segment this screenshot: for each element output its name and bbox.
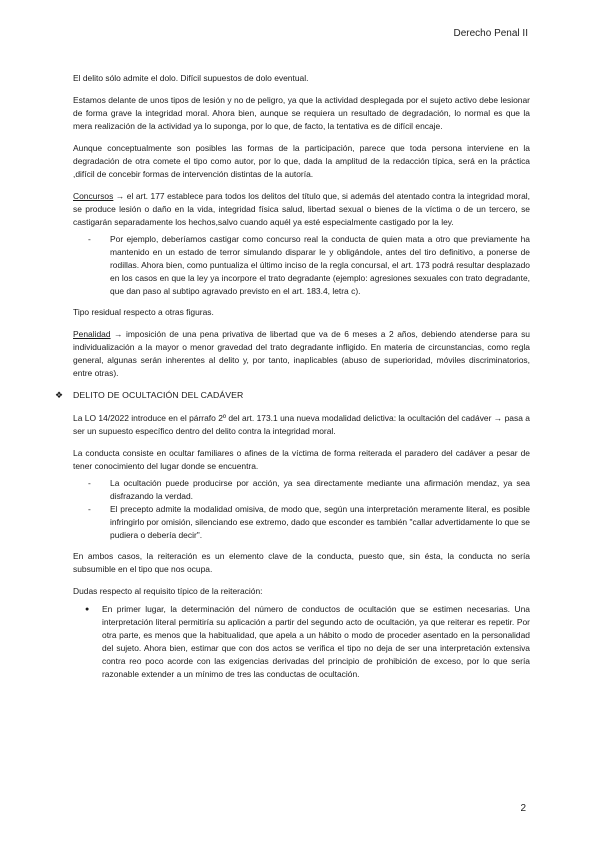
dash-list: [73, 477, 530, 542]
paragraph-penalidad: [73, 328, 530, 380]
section-title: DELITO DE OCULTACIÓN DEL CADÁVER: [73, 390, 244, 400]
list-item: - La ocultación puede producirse por acción, ya sea directamente mediante una afirmación mendaz, ya sea disfrazando la verdad.: [110, 477, 530, 503]
page-number: 2: [520, 803, 526, 814]
list-item: - El precepto admite la modalidad omisiva, de modo que, según una interpretación meramente literal, es posible infringirlo por omisión, silenciando ese extremo, dado que esconder es también "callar advertidamente lo que se pudiera o debería decir".: [110, 503, 530, 542]
dot-list: [73, 603, 530, 681]
section-heading: [55, 389, 530, 402]
paragraph: Aunque conceptualmente son posibles las formas de la participación, parece que toda persona interviene en la degradación de otra comete el tipo como autor, por lo que, dada la amplitud de la redacción típica, será en la práctica ,difícil de concebir formas de intervención distintas de la autoría.: [73, 143, 530, 179]
term-penalidad: Penalidad: [73, 329, 111, 339]
paragraph-text: → imposición de una pena privativa de libertad que va de 6 meses a 2 años, debiendo atenderse para su individualización a la mayor o menor gravedad del trato degradante infligido. En materia de circunstancias, como regla general, algunas serán inherentes al delito y, por tanto, inaplicables (abuso de superioridad, móviles discriminatorios, entre otras).: [73, 329, 530, 378]
paragraph: Estamos delante de unos tipos de lesión y no de peligro, ya que la actividad desplegada por el sujeto activo debe lesionar de forma grave la integridad moral. Ahora bien, aunque se requiera un resultado de degradación, lo normal es que la mera realización de la actividad ya lo suponga, por lo que, de facto, la tentativa es de difícil encaje.: [73, 95, 530, 131]
paragraph-text: → el art. 177 establece para todos los delitos del título que, si además del atentado contra la integridad moral, se produce lesión o daño en la vida, integridad física salud, libertad sexual o bienes de la víctima o de un tercero, se castigarán separadamente los hechos,salvo cuando aquél ya esté especialmente castigado por la ley.: [73, 191, 530, 227]
term-concursos: Concursos: [73, 191, 114, 201]
paragraph: El delito sólo admite el dolo. Difícil supuestos de dolo eventual.: [73, 73, 309, 83]
paragraph: La LO 14/2022 introduce en el párrafo 2º del art. 173.1 una nueva modalidad delictiva: la ocultación del cadáver → pasa a ser un supuesto específico dentro del delito contra la integridad moral.: [73, 413, 530, 436]
page-content: [55, 72, 530, 681]
paragraph: La conducta consiste en ocultar familiares o afines de la víctima de forma reiterada el paradero del cadáver a pesar de tener conocimiento del lugar donde se encuentra.: [73, 448, 530, 471]
list-item: ● En primer lugar, la determinación del número de conductos de ocultación que se estimen necesarias. Una interpretación literal permitiría su aplicación a partir del segundo acto de ocultación, ya que reiterar es repetir. Por otra parte, es menos que la habitualidad, que apela a un hábito o modo de proceder asentado en la personalidad del sujeto. Ahora bien, estimar que con dos actos se verifica el tipo no deja de ser una interpretación extensiva contra reo poco acorde con las exigencias derivadas del principio de prohibición de exceso, por lo que sería razonable extender a un mínimo de tres las conductas de ocultación.: [102, 603, 530, 681]
dash-list: [73, 233, 530, 298]
paragraph-concursos: [73, 190, 530, 229]
list-item: - Por ejemplo, deberíamos castigar como concurso real la conducta de quien mata a otro que previamente ha mantenido en un estado de terror simulando disparar le y obligándole, antes del tiro definitivo, a ponerse de rodillas. Ahora bien, como puntualiza el último inciso de la regla concursal, el art. 173 podrá resultar desplazado en los casos en que la ley ya incorpore el trato degradante (ejemplo: agresiones sexuales con trato degradante, que dan paso al subtipo agravado previsto en el art. 183.4, letra c).: [110, 233, 530, 298]
paragraph: Tipo residual respecto a otras figuras.: [73, 307, 214, 317]
paragraph: Dudas respecto al requisito típico de la reiteración:: [73, 586, 263, 596]
paragraph: En ambos casos, la reiteración es un elemento clave de la conducta, puesto que, sin ésta, la conducta no sería subsumible en el tipo que nos ocupa.: [73, 551, 530, 574]
page-header: Derecho Penal II: [453, 28, 528, 39]
diamond-bullet-icon: ❖: [55, 390, 64, 400]
